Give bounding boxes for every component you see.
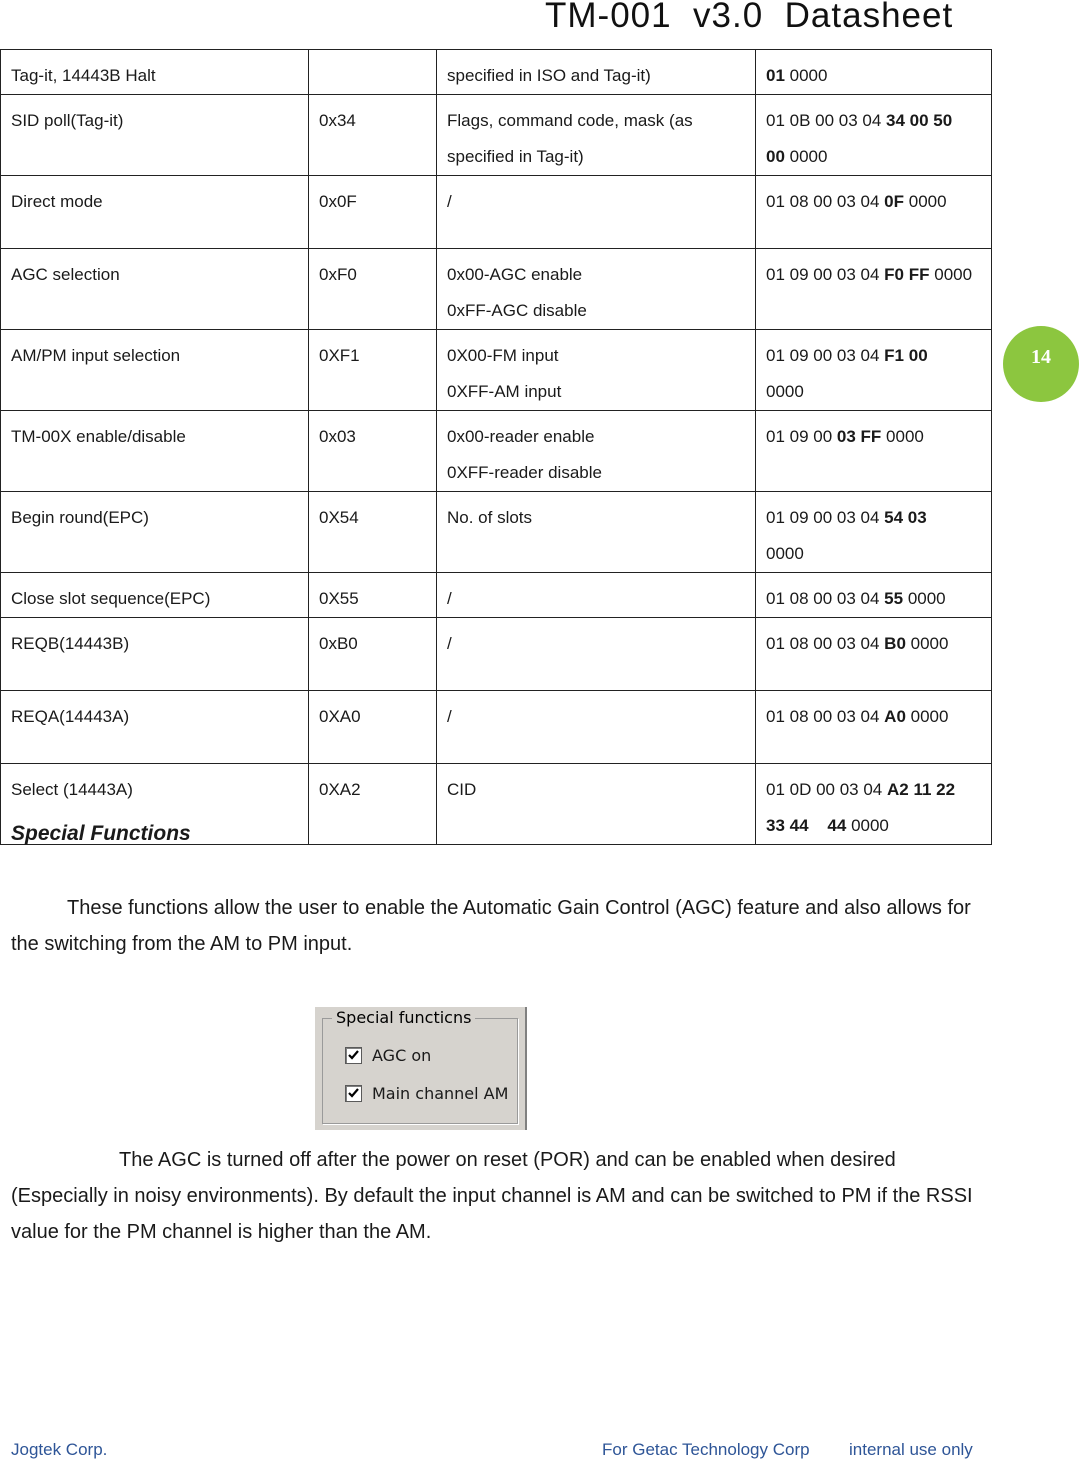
example-line (766, 139, 981, 175)
frame-bytes: 01 0B 00 03 04 (766, 111, 887, 130)
example-line (766, 58, 981, 94)
frame-bytes: 0000 (784, 66, 828, 85)
table-row (1, 411, 992, 492)
command-params-cell (437, 573, 756, 618)
command-bytes: 0F (884, 192, 905, 211)
frame-bytes: 0000 (905, 634, 949, 653)
command-table (0, 49, 992, 845)
agc-on-option[interactable] (345, 1046, 431, 1065)
table-row (1, 618, 992, 691)
table-row (1, 330, 992, 411)
command-code-cell (309, 50, 437, 95)
command-example-cell (756, 249, 992, 330)
param-line: 0XFF-AM input (447, 382, 562, 401)
command-bytes: B0 (884, 634, 906, 653)
command-name-cell: TM-00X enable/disable (1, 411, 309, 492)
checkmark-icon (347, 1049, 360, 1062)
command-name-cell: Select (14443A) (1, 764, 309, 845)
example-line (766, 257, 981, 293)
frame-bytes: 01 08 00 03 04 (766, 192, 885, 211)
checkmark-icon (347, 1087, 360, 1100)
command-bytes: F0 FF (884, 265, 930, 284)
footer-recipient: For Getac Technology Corp (602, 1440, 810, 1459)
command-code-cell: 0X55 (309, 573, 437, 618)
command-name-cell: Close slot sequence(EPC) (1, 573, 309, 618)
frame-bytes: 01 08 00 03 04 (766, 634, 885, 653)
agc-on-checkbox[interactable] (345, 1047, 362, 1064)
command-bytes: 34 00 50 (886, 111, 953, 130)
command-example-cell (756, 618, 992, 691)
table-row (1, 176, 992, 249)
command-code-cell: 0XF1 (309, 330, 437, 411)
frame-bytes: 0000 (903, 589, 946, 608)
command-code-cell: 0x03 (309, 411, 437, 492)
param-line: / (447, 707, 452, 726)
command-params-cell (437, 492, 756, 573)
table-row (1, 573, 992, 618)
command-bytes: 55 (884, 589, 904, 608)
example-line (766, 500, 981, 536)
command-name-cell: AM/PM input selection (1, 330, 309, 411)
frame-bytes: 01 08 00 03 04 (766, 707, 885, 726)
command-example-cell (756, 330, 992, 411)
command-example-cell (756, 573, 992, 618)
param-line: specified in ISO and Tag-it) (447, 66, 651, 85)
frame-bytes: 0000 (766, 382, 804, 401)
command-code-cell: 0x34 (309, 95, 437, 176)
command-params-cell (437, 411, 756, 492)
param-line: 0xFF-AGC disable (447, 301, 587, 320)
command-code-cell: 0X54 (309, 492, 437, 573)
agc-on-label: AGC on (372, 1046, 432, 1065)
frame-bytes: 01 09 00 03 04 (766, 265, 885, 284)
command-params-cell (437, 50, 756, 95)
command-code-cell: 0XA2 (309, 764, 437, 845)
command-name-cell: Tag-it, 14443B Halt (1, 50, 309, 95)
command-bytes: 54 03 (884, 508, 927, 527)
groupbox-legend: Special functicns (332, 1008, 475, 1027)
main-channel-am-checkbox[interactable] (345, 1085, 362, 1102)
command-params-cell (437, 330, 756, 411)
example-line (766, 772, 981, 808)
intro-paragraph: These functions allow the user to enable the Automatic Gain Control (AGC) feature and also allows for the switching from the AM to PM input. (11, 897, 971, 955)
frame-bytes: 0000 (881, 427, 924, 446)
frame-bytes: 0000 (846, 816, 889, 835)
page-number-badge: 14 (1003, 326, 1079, 402)
example-line (766, 374, 981, 410)
command-name-cell: Begin round(EPC) (1, 492, 309, 573)
param-line: specified in Tag-it) (447, 147, 584, 166)
frame-bytes: 01 09 00 (766, 427, 837, 446)
table-row (1, 249, 992, 330)
command-example-cell (756, 492, 992, 573)
param-line: 0X00-FM input (447, 346, 559, 365)
example-line (766, 184, 981, 220)
frame-bytes: 01 08 00 03 04 (766, 589, 885, 608)
param-line: CID (447, 780, 477, 799)
frame-bytes: 0000 (766, 544, 804, 563)
groupbox-frame (322, 1018, 518, 1124)
example-line (766, 581, 981, 617)
table-row (1, 50, 992, 95)
command-params-cell (437, 618, 756, 691)
command-example-cell (756, 691, 992, 764)
command-name-cell: Direct mode (1, 176, 309, 249)
command-bytes: 03 FF (836, 427, 882, 446)
table-row (1, 492, 992, 573)
param-line: 0XFF-reader disable (447, 463, 602, 482)
command-name-cell: SID poll(Tag-it) (1, 95, 309, 176)
command-example-cell (756, 176, 992, 249)
command-bytes: 33 44 44 (766, 816, 847, 835)
command-name-cell: REQA(14443A) (1, 691, 309, 764)
command-params-cell (437, 95, 756, 176)
command-bytes: 01 (766, 66, 785, 85)
example-line (766, 699, 981, 735)
command-bytes: A0 (884, 707, 906, 726)
command-bytes: A2 11 22 (886, 780, 956, 799)
command-name-cell: REQB(14443B) (1, 618, 309, 691)
footer-notice: internal use only (849, 1440, 973, 1459)
command-code-cell: 0xF0 (309, 249, 437, 330)
command-example-cell (756, 764, 992, 845)
command-params-cell (437, 691, 756, 764)
param-line: / (447, 192, 452, 211)
frame-bytes: 0000 (905, 707, 949, 726)
frame-bytes: 0000 (784, 147, 828, 166)
special-functions-groupbox (315, 1007, 527, 1130)
frame-bytes: 01 09 00 03 04 (766, 346, 885, 365)
section-heading: Special Functions (11, 822, 191, 845)
example-line (766, 536, 981, 572)
param-line: / (447, 589, 452, 608)
command-params-cell (437, 176, 756, 249)
param-line: 0x00-reader enable (447, 427, 595, 446)
frame-bytes: 0000 (929, 265, 973, 284)
frame-bytes: 01 0D 00 03 04 (766, 780, 887, 799)
main-channel-am-label: Main channel AM (372, 1084, 509, 1103)
command-code-cell: 0x0F (309, 176, 437, 249)
table-row (1, 691, 992, 764)
example-line (766, 338, 981, 374)
example-line (766, 626, 981, 662)
command-example-cell (756, 411, 992, 492)
footer-company: Jogtek Corp. (11, 1440, 108, 1459)
table-row (1, 95, 992, 176)
command-name-cell: AGC selection (1, 249, 309, 330)
command-code-cell: 0xB0 (309, 618, 437, 691)
frame-bytes: 01 09 00 03 04 (766, 508, 885, 527)
command-example-cell (756, 50, 992, 95)
param-line: / (447, 634, 452, 653)
example-line (766, 103, 981, 139)
command-params-cell (437, 764, 756, 845)
main-channel-am-option[interactable] (345, 1084, 508, 1103)
command-bytes: 00 (766, 147, 785, 166)
command-code-cell: 0XA0 (309, 691, 437, 764)
frame-bytes: 0000 (904, 192, 947, 211)
command-params-cell (437, 249, 756, 330)
param-line: 0x00-AGC enable (447, 265, 583, 284)
param-line: Flags, command code, mask (as (447, 111, 693, 130)
agc-paragraph: The AGC is turned off after the power on reset (POR) and can be enabled when desired (Especially in noisy environments). By default the input channel is AM and can be switched to PM if the RSSI value for the PM channel is higher than the AM. (11, 1149, 973, 1243)
param-line: No. of slots (447, 508, 533, 527)
document-title: TM-001 v3.0 Datasheet (545, 0, 954, 35)
command-bytes: F1 00 (884, 346, 928, 365)
command-example-cell (756, 95, 992, 176)
example-line (766, 419, 981, 455)
example-line (766, 808, 981, 844)
